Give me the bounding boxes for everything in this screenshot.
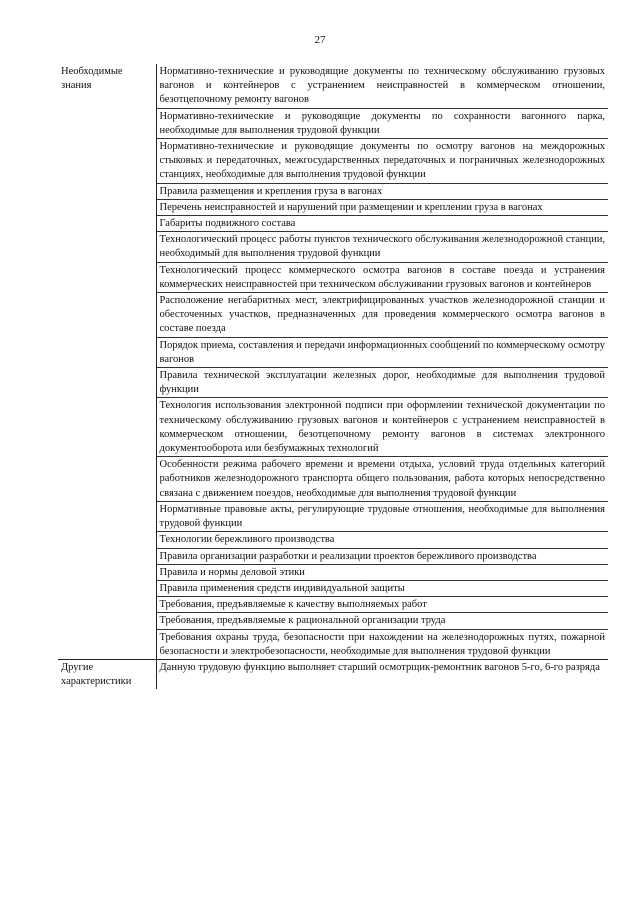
other-characteristics-label: Другие характеристики — [58, 659, 156, 689]
knowledge-item: Расположение негабаритных мест, электрифицированных участков железнодорожной станции и обесточенных участков, предназначенных для проведения коммерческого осмотра вагонов в составе поезда — [156, 293, 608, 338]
table-row — [58, 659, 608, 689]
knowledge-label: Необходимые знания — [58, 64, 156, 659]
table-row — [58, 64, 608, 108]
knowledge-item: Особенности режима рабочего времени и времени отдыха, условий труда отдельных категорий работников железнодорожного транспорта общего пользования, работа которых непосредственно связана с движением поездов, необходимые для выполнения трудовой функции — [156, 457, 608, 502]
requirements-table — [58, 64, 608, 689]
knowledge-item: Нормативно-технические и руководящие документы по осмотру вагонов на междорожных стыковых и передаточных, межгосударственных передаточных и пограничных железнодорожных станциях, необходимые для выполнения трудовой функции — [156, 139, 608, 184]
knowledge-item: Технологический процесс коммерческого осмотра вагонов в составе поезда и устранения коммерческих неисправностей при техническом обслуживании грузовых вагонов и контейнеров — [156, 262, 608, 292]
page-number: 27 — [314, 34, 326, 46]
knowledge-item: Технологии бережливого производства — [156, 532, 608, 548]
knowledge-item: Требования, предъявляемые к качеству выполняемых работ — [156, 597, 608, 613]
knowledge-item: Порядок приема, составления и передачи информационных сообщений по коммерческому осмотру вагонов — [156, 337, 608, 367]
knowledge-item: Правила размещения и крепления груза в вагонах — [156, 183, 608, 199]
knowledge-item: Технология использования электронной подписи при оформлении технической документации по техническому обслуживанию грузовых вагонов и контейнеров с устранением неисправностей в коммерческом отношении, безотцепочному ремонту вагонов в системах электронного документооборота или безбумажных технологий — [156, 398, 608, 457]
knowledge-item: Перечень неисправностей и нарушений при размещении и креплении груза в вагонах — [156, 199, 608, 215]
knowledge-item: Нормативно-технические и руководящие документы по сохранности вагонного парка, необходимые для выполнения трудовой функции — [156, 108, 608, 138]
knowledge-item: Габариты подвижного состава — [156, 216, 608, 232]
knowledge-item: Технологический процесс работы пунктов технического обслуживания железнодорожной станции, необходимый для выполнения трудовой функции — [156, 232, 608, 262]
knowledge-item: Нормативные правовые акты, регулирующие трудовые отношения, необходимые для выполнения трудовой функции — [156, 501, 608, 531]
knowledge-item: Правила технической эксплуатации железных дорог, необходимые для выполнения трудовой функции — [156, 368, 608, 398]
knowledge-item: Нормативно-технические и руководящие документы по техническому обслуживанию грузовых вагонов и контейнеров с устранением неисправностей в коммерческом отношении, безотцепочному ремонту вагонов — [156, 64, 608, 108]
knowledge-item: Правила применения средств индивидуальной защиты — [156, 580, 608, 596]
knowledge-item: Требования охраны труда, безопасности при нахождении на железнодорожных путях, пожарной безопасности и электробезопасности, необходимые для выполнения трудовой функции — [159, 631, 605, 657]
knowledge-item: Правила и нормы деловой этики — [156, 564, 608, 580]
knowledge-item: Требования, предъявляемые к рациональной организации труда — [156, 613, 608, 629]
other-characteristics-text: Данную трудовую функцию выполняет старший осмотрщик-ремонтник вагонов 5-го, 6-го разряда — [156, 659, 608, 689]
knowledge-item: Правила организации разработки и реализации проектов бережливого производства — [156, 548, 608, 564]
